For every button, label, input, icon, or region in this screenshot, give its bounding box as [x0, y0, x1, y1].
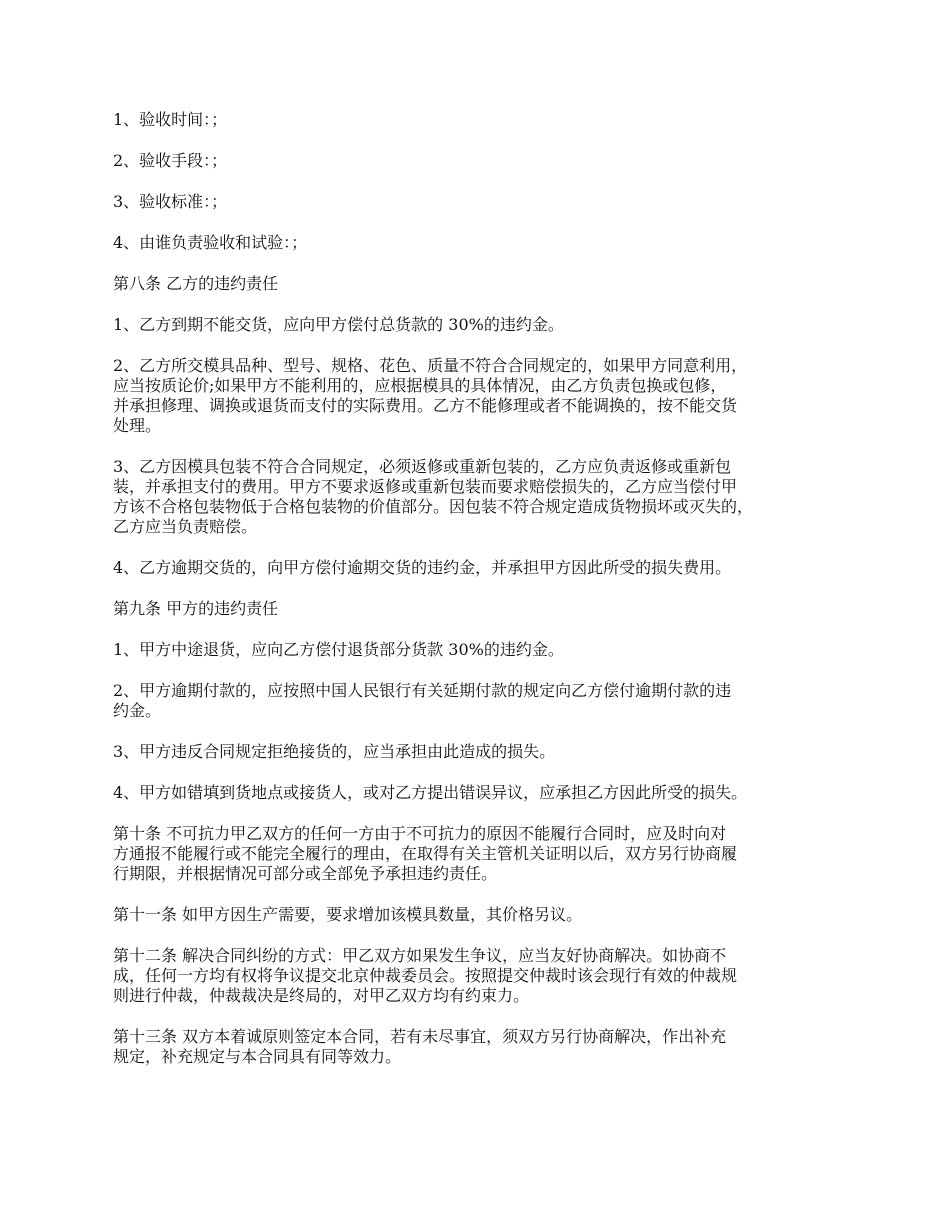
article-12-dispute-resolution: 第十二条 解决合同纠纷的方式：甲乙双方如果发生争议，应当友好协商解决。如协商不 成，任何一方均有权将争议提交北京仲裁委员会。按照提交仲裁时该会现行有效的仲裁规 则进行仲裁，仲裁裁决是终局的，对甲乙双方均有约束力。 [113, 946, 738, 1005]
article-9-heading: 第九条 甲方的违约责任 [113, 599, 279, 618]
article-9-item-3: 3、甲方违反合同规定拒绝接货的，应当承担由此造成的损失。 [113, 742, 556, 761]
article-9-item-4: 4、甲方如错填到货地点或接货人，或对乙方提出错误异议，应承担乙方因此所受的损失。 [113, 783, 748, 802]
article-9-item-2: 2、甲方逾期付款的，应按照中国人民银行有关延期付款的规定向乙方偿付逾期付款的违 约金。 [113, 681, 732, 720]
article-13-supplementary: 第十三条 双方本着诚原则签定本合同，若有未尽事宜，须双方另行协商解决，作出补充 规定，补充规定与本合同具有同等效力。 [113, 1027, 727, 1066]
article-10-force-majeure: 第十条 不可抗力甲乙双方的任何一方由于不可抗力的原因不能履行合同时，应及时向对 方通报不能履行或不能完全履行的理由，在取得有关主管机关证明以后，双方另行协商履 行期限，并根据情况可部分或全部免予承担违约责任。 [113, 824, 738, 883]
acceptance-time-clause: 1、验收时间：； [113, 110, 228, 129]
document-page [113, 110, 853, 1088]
article-9-item-1: 1、甲方中途退货，应向乙方偿付退货部分货款 30%的违约金。 [113, 640, 564, 659]
acceptance-standard-clause: 3、验收标准：； [113, 192, 228, 211]
acceptance-method-clause: 2、验收手段：； [113, 151, 228, 170]
article-8-item-4: 4、乙方逾期交货的，向甲方偿付逾期交货的违约金，并承担甲方因此所受的损失费用。 [113, 558, 732, 577]
acceptance-responsibility-clause: 4、由谁负责验收和试验：； [113, 233, 308, 252]
article-8-item-3: 3、乙方因模具包装不符合合同规定，必须返修或重新包装的，乙方应负责返修或重新包 装，并承担支付的费用。甲方不要求返修或重新包装而要求赔偿损失的，乙方应当偿付甲 方该不合格包装物低于合格包装物的价值部分。因包装不符合规定造成货物损坏或灭失的， 乙方应当负责赔偿。 [113, 457, 754, 536]
article-8-heading: 第八条 乙方的违约责任 [113, 274, 279, 293]
article-8-item-2: 2、乙方所交模具品种、型号、规格、花色、质量不符合合同规定的，如果甲方同意利用， 应当按质论价;如果甲方不能利用的，应根据模具的具体情况，由乙方负责包换或包修， 并承担修理、调换或退货而支付的实际费用。乙方不能修理或者不能调换的，按不能交货 处理。 [113, 356, 748, 435]
article-8-item-1: 1、乙方到期不能交货，应向甲方偿付总货款的 30%的违约金。 [113, 315, 564, 334]
article-11-quantity: 第十一条 如甲方因生产需要，要求增加该模具数量，其价格另议。 [113, 905, 583, 924]
